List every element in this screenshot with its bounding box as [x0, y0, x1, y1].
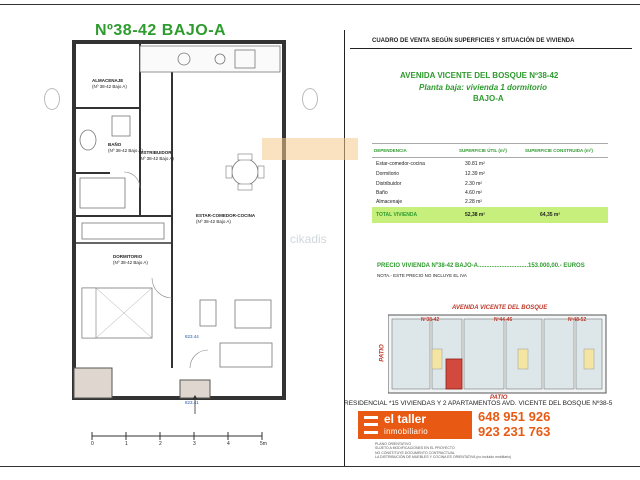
building-site-plan: [388, 313, 608, 395]
building-label: Nº44-46: [494, 317, 513, 323]
table-col-header: DEPENDENCIA: [374, 148, 407, 153]
disclaimer: [375, 442, 511, 459]
table-cell: 2.28 m²: [465, 199, 482, 205]
room-dormitorio: DORMITORIO (Nº 38-42 Bajo A): [113, 254, 148, 265]
disclaimer-line: SUJETO A MODIFICACIONES EN EL PROYECTO: [375, 446, 455, 451]
table-cell: Distribuidor: [376, 181, 402, 187]
unit-name: BAJO-A: [473, 94, 504, 103]
scale-tick-label: 5m: [260, 441, 267, 447]
scale-tick-label: 1: [125, 441, 128, 447]
frame-top-line: [0, 4, 640, 5]
room-bano: BAÑO (Nº 38-42 Bajo A): [108, 142, 143, 153]
compass-icon: [302, 88, 318, 110]
table-divider: [372, 157, 608, 158]
sales-table-header: CUADRO DE VENTA SEGÚN SUPERFICIES Y SITUACIÓN DE VIVIENDA: [372, 38, 575, 44]
brand-name: el taller: [384, 412, 427, 426]
level-mark-exterior: 823.41: [185, 400, 199, 405]
total-construida: 64,35 m²: [540, 212, 561, 218]
page-title: Nº38-42 BAJO-A: [95, 22, 227, 39]
phone-numbers: [478, 409, 550, 439]
price-note: NOTA.- ESTE PRECIO NO INCLUYE EL IVA: [377, 273, 467, 278]
table-cell: Baño: [376, 190, 388, 196]
table-cell: Estar-comedor-cocina: [376, 161, 425, 167]
watermark-text: cikadis: [290, 232, 327, 246]
room-almacenaje: ALMACENAJE (Nº 38-42 Bajo A): [92, 78, 127, 89]
compass-icon: [44, 88, 60, 110]
table-cell: 4.60 m²: [465, 190, 482, 196]
room-distribuidor: DISTRIBUIDOR (Nº 38-42 Bajo A): [139, 150, 174, 161]
room-estar-comedor-cocina: ESTAR-COMEDOR-COCINA (Nº 38-42 Bajo A): [196, 213, 256, 224]
total-util: 52,38 m²: [465, 212, 486, 218]
building-street-title: AVENIDA VICENTE DEL BOSQUE: [452, 305, 548, 311]
brand-tagline: inmobiliario: [384, 427, 429, 436]
total-label: TOTAL VIVIENDA: [376, 212, 418, 218]
table-cell: Almacenaje: [376, 199, 403, 205]
price-line: PRECIO VIVIENDA Nº38-42 BAJO-A..............................153.000,00.- EUROS: [377, 263, 585, 269]
patio-label: PATIO: [379, 344, 386, 362]
table-col-header: SUPERFICIE CONSTRUIDA (m²): [525, 148, 593, 153]
table-divider: [372, 143, 608, 144]
scale-tick-label: 3: [193, 441, 196, 447]
level-mark-interior: 823.44: [185, 334, 199, 339]
table-cell: 30.81 m²: [465, 161, 485, 167]
phone-1[interactable]: 648 951 926: [478, 409, 551, 424]
scale-tick-label: 2: [159, 441, 162, 447]
disclaimer-line: LA DISTRIBUCIÓN DE MUEBLES Y COCINA ES ORIENTATIVA (no incluido mobiliario): [375, 454, 512, 459]
brand-logo-icon: [364, 416, 378, 434]
building-label: Nº48-52: [568, 317, 587, 323]
table-cell: Dormitorio: [376, 171, 400, 177]
disclaimer-line: PLANO ORIENTATIVO: [375, 442, 412, 446]
patio-label-bottom: PATIO: [490, 395, 508, 401]
scale-tick-label: 4: [227, 441, 230, 447]
frame-bottom-line: [0, 466, 640, 467]
disclaimer-line: NO CONSTITUYE DOCUMENTO CONTRACTUAL: [375, 450, 455, 455]
scale-tick-label: 0: [91, 441, 94, 447]
table-cell: 2.30 m²: [465, 181, 482, 187]
building-label: Nº38-42: [421, 317, 440, 323]
address-subtitle: Planta baja: vivienda 1 dormitorio: [419, 83, 548, 92]
watermark-logo: [262, 138, 358, 160]
floor-plan: [60, 38, 295, 450]
phone-2[interactable]: 923 231 763: [478, 424, 551, 439]
residencial-caption: RESIDENCIAL *15 VIVIENDAS Y 2 APARTAMENTOS AVD. VICENTE DEL BOSQUE Nº38-5: [344, 400, 613, 407]
address-line: AVENIDA VICENTE DEL BOSQUE Nº38-42: [400, 71, 559, 80]
table-cell: 12.39 m²: [465, 171, 485, 177]
header-underline: [350, 48, 632, 49]
table-col-header: SUPERFICIE ÚTIL (m²): [459, 148, 507, 153]
